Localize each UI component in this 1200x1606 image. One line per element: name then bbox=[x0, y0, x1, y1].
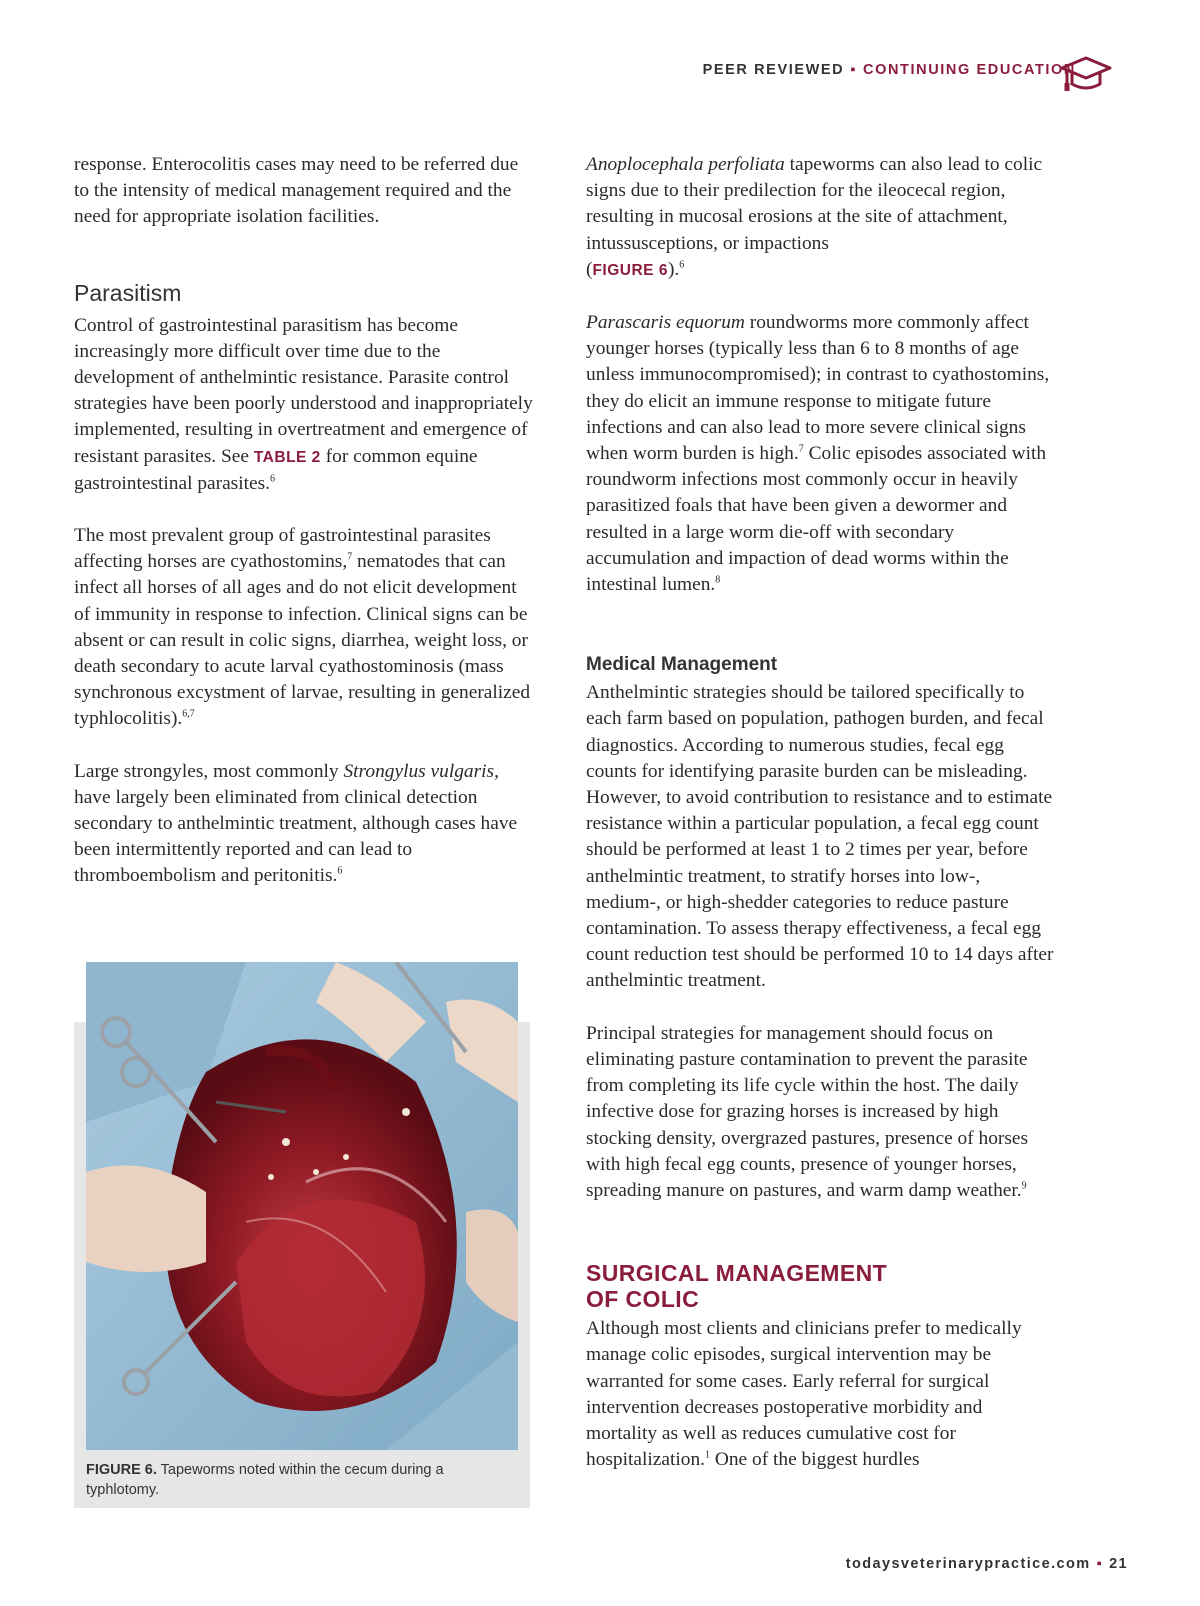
running-header bbox=[703, 62, 1076, 78]
citation-sup: 8 bbox=[715, 574, 721, 586]
text-span: OF COLIC bbox=[586, 1286, 700, 1313]
species-name: Parascaris equorum bbox=[586, 312, 745, 334]
header-section: PEER REVIEWED bbox=[702, 62, 845, 78]
left-column bbox=[74, 152, 534, 916]
header-category: CONTINUING EDUCATION bbox=[863, 62, 1076, 78]
paragraph-principal-strategies bbox=[586, 1021, 1056, 1204]
graduation-cap-icon bbox=[1058, 54, 1114, 94]
figure-6-photo bbox=[86, 962, 518, 1450]
heading-medical-management: Medical Management bbox=[586, 654, 778, 676]
footer-site: todaysveterinarypractice.com bbox=[845, 1556, 1091, 1572]
figure-6-caption bbox=[86, 1460, 516, 1500]
citation-sup: 6,7 bbox=[182, 708, 195, 720]
citation-sup: 6 bbox=[270, 473, 276, 485]
footer-separator: ▪ bbox=[1096, 1556, 1104, 1572]
text-span: for common equine gastrointestinal parasites. bbox=[74, 445, 478, 494]
text-span: SURGICAL MANAGEMENT bbox=[586, 1260, 888, 1287]
text-span: Although most clients and clinicians prefer to medically manage colic episodes, surgical intervention may be warranted for some cases. Early referral for surgical intervention decreases postoperative morbidity and mortality as well as reduces cumulative cost for hospitalization. bbox=[586, 1318, 1022, 1471]
paragraph-anthelmintic-strategies: Anthelmintic strategies should be tailored specifically to each farm based on population, pathogen burden, and fecal diagnostics. According to numerous studies, fecal egg counts for identifying parasite burden can be misleading. However, to avoid contribution to resistance and to estimate resistance within a particular population, a fecal egg count should be performed at least 1 to 2 times per year, before anthelmintic treatment, to stratify horses into low-, medium-, or high-shedder categories to reduce pasture contamination. To assess therapy effectiveness, a fecal egg count reduction test should be performed 10 to 14 days after anthelmintic treatment. bbox=[586, 682, 1054, 992]
table-2-reference-link[interactable]: TABLE 2 bbox=[253, 448, 321, 466]
paragraph-enterocolitis: response. Enterocolitis cases may need to be referred due to the intensity of medical management required and the need for appropriate isolation facilities. bbox=[74, 154, 519, 228]
heading-surgical-management bbox=[586, 1260, 1056, 1312]
text-span: nematodes that can infect all horses of all ages and do not elicit development of immunity in response to infection. Clinical signs can be absent or can result in colic signs, diarrhea, weight loss, or death secondary to acute larval cyathostominosis (mass synchronous excystment of larvae, resulting in generalized typhlocolitis). bbox=[74, 551, 531, 730]
heading-parasitism: Parasitism bbox=[74, 279, 182, 306]
surgical-photo-illustration bbox=[86, 962, 518, 1450]
text-span: Large strongyles, most commonly bbox=[74, 760, 344, 782]
text-span: have largely been eliminated from clinical detection secondary to anthelmintic treatment, although cases have been intermittently reported and can lead to thromboembolism and peritonitis. bbox=[74, 786, 518, 887]
citation-sup: 7 bbox=[347, 551, 353, 563]
citation-sup: 7 bbox=[798, 443, 804, 455]
text-span: Principal strategies for management should focus on eliminating pasture contamination to prevent the parasite from completing its life cycle within the host. The daily infective dose for grazing horses is increased by high stocking density, overgrazed pastures, presence of horses with high fecal egg counts, presence of younger horses, spreading manure on pastures, and warm damp weather. bbox=[586, 1022, 1029, 1201]
text-span: roundworms more commonly affect younger horses (typically less than 6 to 8 months of age unless immunocompromised); in contrast to cyathostomins, they do elicit an immune response to mitigate future infections and can also lead to more severe clinical signs when worm burden is high. bbox=[586, 312, 1050, 465]
citation-sup: 6 bbox=[337, 866, 343, 877]
paragraph-roundworms bbox=[586, 310, 1056, 598]
text-span: tapeworms can also lead to colic signs due to their predilection for the ileocecal region, resulting in mucosal erosions at the site of attachment, intussusceptions, or impactions bbox=[586, 154, 1043, 254]
text-span: Colic episodes associated with roundworm infections most commonly occur in heavily parasitized foals that have been given a dewormer and resulted in a large worm die-off with secondary accumulation and impaction of dead worms within the intestinal lumen. bbox=[586, 443, 1047, 596]
citation-sup: 6 bbox=[679, 259, 685, 271]
paragraph-large-strongyles bbox=[74, 759, 534, 890]
figure-label: FIGURE 6. bbox=[86, 1462, 157, 1478]
text-span: The most prevalent group of gastrointestinal parasites affecting horses are cyathostomins, bbox=[74, 525, 491, 573]
citation-sup: 1 bbox=[705, 1449, 711, 1461]
paragraph-surgical-intervention bbox=[586, 1316, 1056, 1473]
species-name: Strongylus vulgaris, bbox=[343, 760, 499, 782]
text-span: ( bbox=[586, 258, 593, 280]
text-span: One of the biggest hurdles bbox=[710, 1449, 920, 1471]
page-number: 21 bbox=[1109, 1556, 1128, 1572]
citation-sup: 9 bbox=[1021, 1180, 1027, 1192]
paragraph-parasite-control bbox=[74, 313, 534, 497]
paragraph-tapeworms bbox=[586, 152, 1056, 284]
right-column bbox=[586, 152, 1056, 1499]
header-separator: ▪ bbox=[850, 62, 858, 78]
figure-6-reference-link[interactable]: FIGURE 6 bbox=[592, 261, 668, 279]
text-span: ). bbox=[667, 258, 680, 280]
page-footer bbox=[846, 1556, 1128, 1572]
species-name: Anoplocephala perfoliata bbox=[586, 154, 785, 175]
paragraph-cyathostomins bbox=[74, 523, 534, 733]
text-span: Control of gastrointestinal parasitism has become increasingly more difficult over time due to the development of anthelmintic resistance. Parasite control strategies have been poorly understood and inappropriately implemented, resulting in overtreatment and emergence of resistant parasites. See bbox=[74, 314, 533, 467]
figure-caption-text: Tapeworms noted within the cecum during a typhlotomy. bbox=[86, 1462, 444, 1498]
